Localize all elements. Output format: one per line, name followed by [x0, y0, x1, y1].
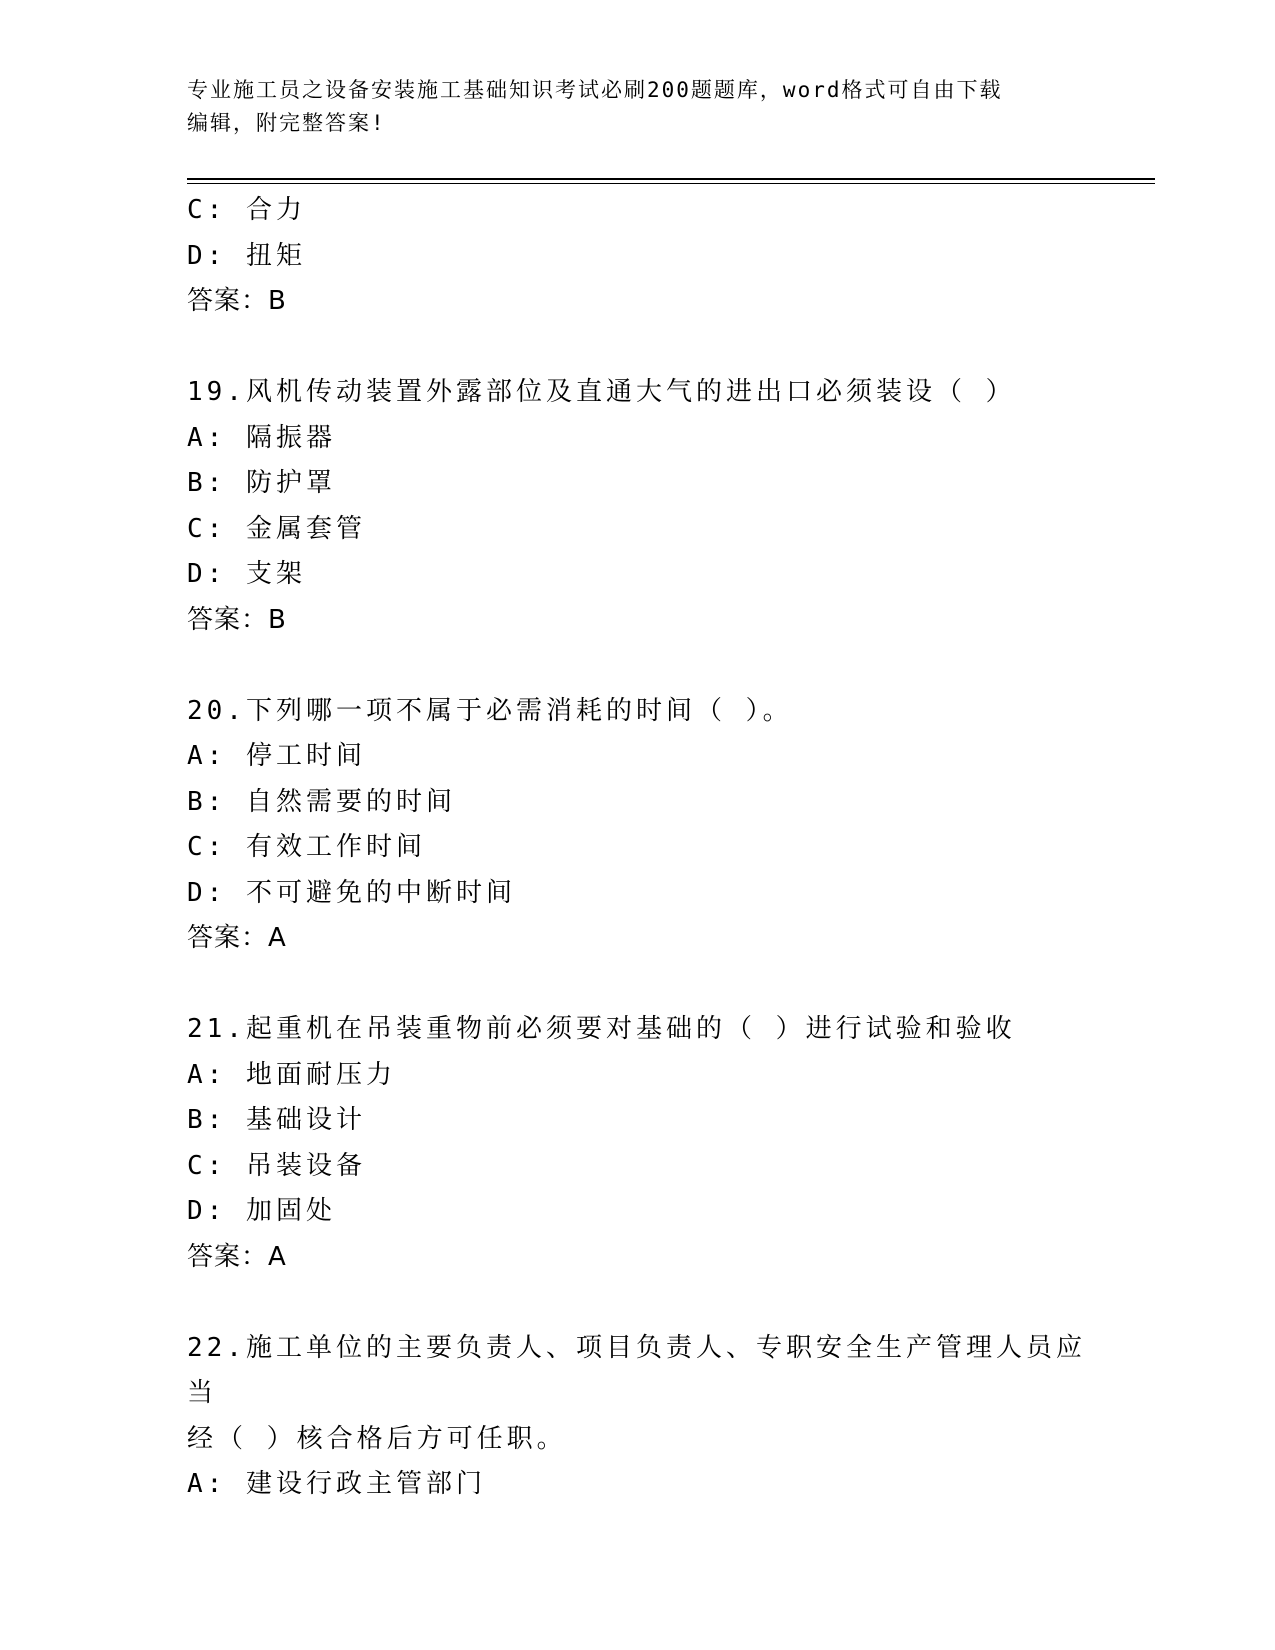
- option-c: C: 金属套管: [187, 513, 366, 544]
- option-b: B: 自然需要的时间: [187, 786, 456, 817]
- option-a: A: 停工时间: [187, 741, 366, 771]
- option-c: C: 有效工作时间: [187, 832, 426, 862]
- question-block-22: [187, 1326, 1087, 1508]
- question-text: 20.下列哪一项不属于必需消耗的时间（ ）。: [187, 695, 793, 726]
- document-header: [187, 74, 1087, 140]
- answer-line: 答案：A: [187, 923, 287, 953]
- question-text-line-2: 经（ ）核合格后方可任职。: [187, 1423, 567, 1454]
- question-block-prev: [187, 188, 1087, 325]
- header-title-line-2: 编辑，附完整答案!: [187, 111, 386, 135]
- option-b: B: 防护罩: [187, 468, 336, 498]
- option-d: D: 扭矩: [187, 240, 306, 271]
- option-d: D: 加固处: [187, 1196, 336, 1226]
- header-divider-thick: [187, 178, 1155, 180]
- question-text: 21.起重机在吊装重物前必须要对基础的（ ）进行试验和验收: [187, 1014, 1016, 1044]
- header-title-line-1: 专业施工员之设备安装施工基础知识考试必刷200题题库，word格式可自由下载: [187, 78, 1003, 102]
- question-list: [187, 188, 1087, 1508]
- option-a: A: 隔振器: [187, 422, 336, 453]
- option-d: D: 支架: [187, 559, 306, 589]
- answer-line: 答案：A: [187, 1241, 287, 1272]
- question-text-line-1: 22.施工单位的主要负责人、项目负责人、专职安全生产管理人员应当: [187, 1332, 1086, 1408]
- option-d: D: 不可避免的中断时间: [187, 877, 516, 908]
- spacer: [187, 325, 1087, 371]
- option-b: B: 基础设计: [187, 1105, 366, 1135]
- question-text: 19.风机传动装置外露部位及直通大气的进出口必须装设（ ）: [187, 377, 1016, 407]
- spacer: [187, 643, 1087, 689]
- option-a: A: 地面耐压力: [187, 1059, 396, 1090]
- answer-line: 答案：B: [187, 286, 287, 316]
- option-a: A: 建设行政主管部门: [187, 1469, 486, 1499]
- spacer: [187, 1280, 1087, 1326]
- option-c: C: 合力: [187, 195, 306, 225]
- question-block-21: [187, 1007, 1087, 1280]
- option-c: C: 吊装设备: [187, 1150, 366, 1181]
- header-divider-thin: [187, 183, 1155, 184]
- spacer: [187, 962, 1087, 1008]
- question-block-19: [187, 370, 1087, 643]
- answer-line: 答案：B: [187, 604, 287, 635]
- question-block-20: [187, 689, 1087, 962]
